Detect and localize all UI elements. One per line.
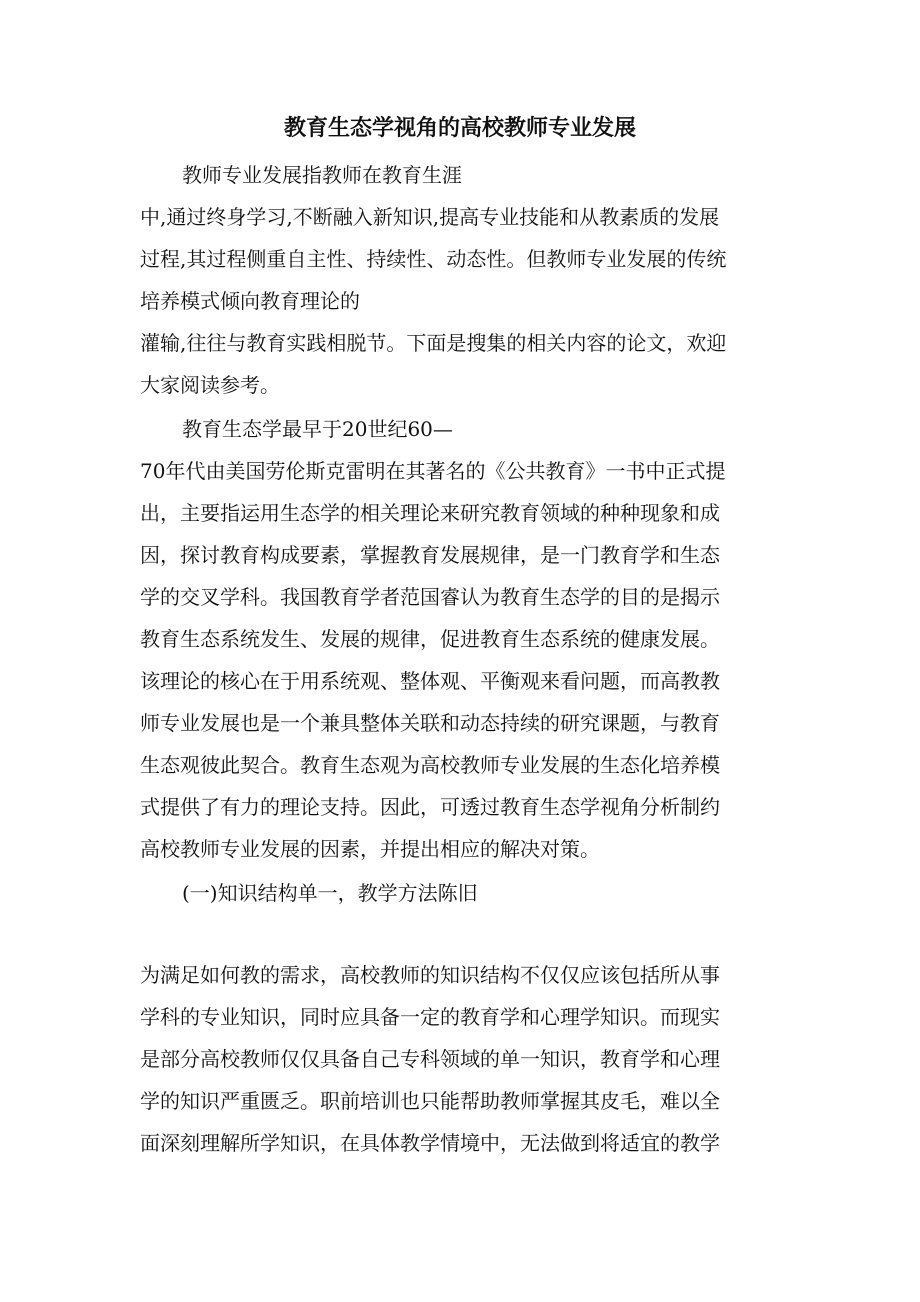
document-title: 教育生态学视角的高校教师专业发展 <box>283 115 636 141</box>
paragraph-3-line-5: 面深刻理解所学知识，在具体教学情境中，无法做到将适宜的教学 <box>140 1131 720 1155</box>
paragraph-2-line-7: 该理论的核心在于用系统观、整体观、平衡观来看问题，而高教教 <box>140 669 720 693</box>
paragraph-3-line-1: 为满足如何教的需求，高校教师的知识结构不仅仅应该包括所从事 <box>140 963 720 987</box>
paragraph-1-line-5: 灌输,往往与教育实践相脱节。下面是搜集的相关内容的论文，欢迎 <box>140 331 727 355</box>
paragraph-2-line-6: 教育生态系统发生、发展的规律，促进教育生态系统的健康发展。 <box>140 627 720 651</box>
paragraph-2-line-4: 因，探讨教育构成要素，掌握教育发展规律，是一门教育学和生态 <box>140 543 720 567</box>
paragraph-1-line-6: 大家阅读参考。 <box>140 373 280 397</box>
paragraph-3-line-2: 学科的专业知识，同时应具备一定的教育学和心理学知识。而现实 <box>140 1005 720 1029</box>
paragraph-3-line-4: 学的知识严重匮乏。职前培训也只能帮助教师掌握其皮毛，难以全 <box>140 1089 720 1113</box>
paragraph-1-line-4: 培养模式倾向教育理论的 <box>140 289 360 313</box>
paragraph-2-line-11: 高校教师专业发展的因素，并提出相应的解决对策。 <box>140 837 600 861</box>
paragraph-1-line-2: 中,通过终身学习,不断融入新知识,提高专业技能和从教素质的发展 <box>140 205 720 229</box>
paragraph-3-line-3: 是部分高校教师仅仅具备自己专科领域的单一知识，教育学和心理 <box>140 1047 720 1071</box>
paragraph-2-line-8: 师专业发展也是一个兼具整体关联和动态持续的研究课题，与教育 <box>140 711 720 735</box>
section-heading-1: (一)知识结构单一，教学方法陈旧 <box>182 881 478 905</box>
paragraph-2-line-1: 教育生态学最早于20世纪60— <box>182 417 453 441</box>
paragraph-2-line-10: 式提供了有力的理论支持。因此，可透过教育生态学视角分析制约 <box>140 795 720 819</box>
paragraph-1-line-3: 过程,其过程侧重自主性、持续性、动态性。但教师专业发展的传统 <box>140 247 727 271</box>
paragraph-2-line-5: 学的交叉学科。我国教育学者范国睿认为教育生态学的目的是揭示 <box>140 585 720 609</box>
paragraph-2-line-3: 出，主要指运用生态学的相关理论来研究教育领域的种种现象和成 <box>140 501 720 525</box>
paragraph-2-line-9: 生态观彼此契合。教育生态观为高校教师专业发展的生态化培养模 <box>140 753 720 777</box>
paragraph-1-line-1: 教师专业发展指教师在教育生涯 <box>182 163 462 187</box>
paragraph-2-line-2: 70年代由美国劳伦斯克雷明在其著名的《公共教育》一书中正式提 <box>140 459 726 483</box>
